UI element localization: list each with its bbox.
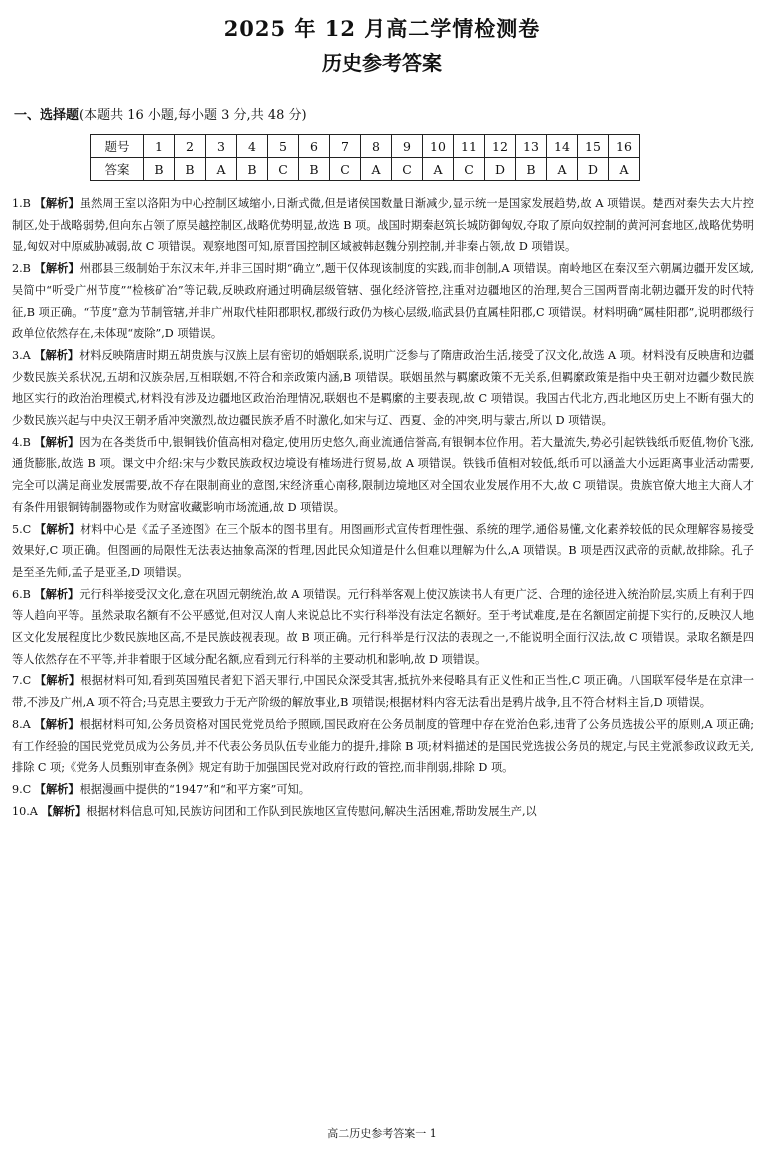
item-number: 6.B	[12, 587, 31, 601]
answer-table-number-row	[91, 135, 640, 158]
answer-cell: B	[299, 158, 330, 181]
explanation-item	[12, 345, 754, 432]
item-text: 根据漫画中提供的“1947”和“和平方案”可知。	[79, 782, 310, 796]
item-text: 根据材料可知,公务员资格对国民党党员给予照顾,国民政府在公务员制度的管理中存在党治色彩,违背了公务员选拔公平的原则,A 项正确;有工作经验的国民党党员成为公务员,并不代表公务员队伍专业能力的提升,排除 B 项;材料描述的是国民党选拔公务员的规定,与民主党派参政议政无关,排除 C 项;《党务人员甄别审查条例》规定有助于加强国民党对政府行政的管控,而非削弱,排除 D 项。	[12, 717, 754, 775]
question-number: 10	[423, 135, 454, 158]
item-number: 4.B	[12, 435, 31, 449]
answer-cell: D	[578, 158, 609, 181]
answer-cell: B	[516, 158, 547, 181]
analysis-tag: 【解析】	[34, 261, 80, 276]
answer-table	[90, 134, 640, 181]
analysis-tag: 【解析】	[34, 434, 80, 449]
analysis-tag: 【解析】	[34, 521, 81, 536]
answer-cell: B	[175, 158, 206, 181]
answer-cell: A	[361, 158, 392, 181]
explanation-list	[12, 193, 754, 822]
answer-cell: A	[547, 158, 578, 181]
item-number: 7.C	[12, 674, 32, 688]
answer-table-answer-row	[91, 158, 640, 181]
answer-cell: C	[330, 158, 361, 181]
analysis-tag: 【解析】	[41, 803, 87, 818]
question-number: 6	[299, 135, 330, 158]
section-label: 一、选择题	[14, 108, 80, 123]
analysis-tag: 【解析】	[34, 196, 80, 210]
page-footer: 高二历史参考答案一 1	[327, 1127, 437, 1140]
item-number: 1.B	[12, 197, 31, 210]
item-text: 元行科举接受汉文化,意在巩固元朝统治,故 A 项错误。元行科举客观上使汉族读书人有更广泛、合理的途径进入统治阶层,实质上有利于四等人趋向平等。虽然录取名额有不公平感觉,但对汉人南人来说总比不实行科举没有法定名额好。至于考试难度,是在名额固定前提下实行的,反映汉人地区文化发展程度比少数民族地区高,不是民族歧视表现。故 B 项正确。元行科举是行汉法的表现之一,不能说明全面行汉法,故 C 项错误。录取名额是四等人依然存在不平等,并非着眼于区域分配名额,应看到元行科举的主要动机和影响,故 D 项错误。	[12, 587, 754, 666]
answer-cell: A	[609, 158, 640, 181]
question-number: 5	[268, 135, 299, 158]
item-text: 根据材料信息可知,民族访问团和工作队到民族地区宣传慰问,解决生活困难,帮助发展生产,以	[86, 804, 537, 818]
explanation-item	[12, 779, 754, 801]
explanation-item	[12, 193, 754, 258]
item-number: 8.A	[12, 717, 31, 731]
question-number: 8	[361, 135, 392, 158]
page-subtitle: 历史参考答案	[322, 51, 442, 75]
answer-cell: A	[423, 158, 454, 181]
analysis-tag: 【解析】	[34, 673, 81, 688]
answer-cell: D	[485, 158, 516, 181]
question-number: 13	[516, 135, 547, 158]
item-number: 5.C	[12, 522, 32, 536]
question-number: 16	[609, 135, 640, 158]
explanation-item	[12, 670, 754, 713]
item-text: 根据材料可知,看到英国殖民者犯下滔天罪行,中国民众深受其害,抵抗外来侵略具有正义性和正当性,C 项正确。八国联军侵华是在京津一带,不涉及广州,A 项不符合;马克思主要致力于无产阶级的解放事业,B 项错误;根据材料内容无法看出是鸦片战争,且不符合材料主旨,D 项错误。	[12, 674, 754, 710]
question-number: 3	[206, 135, 237, 158]
item-number: 10.A	[12, 804, 38, 818]
answer-cell: B	[144, 158, 175, 181]
item-number: 2.B	[12, 262, 31, 276]
row-label-number: 题号	[91, 135, 144, 158]
section-note: (本题共 16 小题,每小题 3 分,共 48 分)	[79, 108, 307, 123]
explanation-item	[12, 432, 754, 519]
answer-cell: C	[392, 158, 423, 181]
item-text: 州郡县三级制始于东汉末年,并非三国时期“确立”,题干仅体现该制度的实践,而非创制,A 项错误。南岭地区在秦汉至六朝属边疆开发区域,吴简中“听受广州节度”“检核矿冶”等记载,反映政府通过明确层级管辖、强化经济管控,注重对边疆地区的治理,契合三国两晋南北朝边疆开发的时代特征,B 项正确。“节度”意为节制管辖,并非广州取代桂阳郡职权,郡级行政仍为核心层级,临武县仍直属桂阳郡,C 项错误。材料明确“属桂阳郡”,说明郡级行政单位依然存在,未体现“废除”,D 项错误。	[12, 262, 754, 341]
question-number: 12	[485, 135, 516, 158]
question-number: 4	[237, 135, 268, 158]
question-number: 14	[547, 135, 578, 158]
answer-cell: C	[268, 158, 299, 181]
explanation-item	[12, 258, 754, 345]
question-number: 9	[392, 135, 423, 158]
item-text: 因为在各类货币中,银铜钱价值高相对稳定,使用历史悠久,商业流通信誉高,有银铜本位作用。若大量流失,势必引起铁钱纸币贬值,物价飞涨,通货膨胀,故选 B 项。课文中介绍:宋与少数民族政权边境设有榷场进行贸易,故 A 项错误。铁钱币值相对较低,纸币可以涵盖大小远距离事业活动需要,完全可以满足商业发展需要,故不存在限制商业的意图,宋经济重心南移,限制边境地区对全国农业发展作用不大,故 C 项错误。贵族官僚大地主大商人才有条件用银铜铸制器物或作为财富收藏影响市场流通,故 D 项错误。	[12, 435, 754, 514]
question-number: 2	[175, 135, 206, 158]
item-text: 虽然周王室以洛阳为中心控制区域缩小,日渐式微,但是诸侯国数量日渐减少,显示统一是国家发展趋势,故 A 项错误。楚西对秦失去大片控制区,处于战略弱势,但向东占领了原吴越控制区,战略优势明显,故选 B 项。战国时期秦赵筑长城防御匈奴,夺取了原向奴控制的黄河河套地区,战略优势明显,匈奴对中原威胁减弱,故 C 项错误。观察地图可知,原晋国控制区域被韩赵魏分别控制,并非秦占领,故 D 项错误。	[12, 197, 754, 254]
answer-cell: B	[237, 158, 268, 181]
item-number: 3.A	[12, 348, 31, 362]
question-number: 7	[330, 135, 361, 158]
explanation-item	[12, 584, 754, 671]
page-title: 2025 年 12 月高二学情检测卷	[223, 16, 541, 41]
analysis-tag: 【解析】	[34, 781, 80, 796]
answer-cell: C	[454, 158, 485, 181]
explanation-item	[12, 801, 754, 823]
row-label-answer: 答案	[91, 158, 144, 181]
item-text: 材料中心是《孟子圣迹图》在三个版本的图书里有。用图画形式宣传哲理性强、系统的理学,通俗易懂,文化素养较低的民众理解容易接受效果好,C 项正确。但图画的局限性无法表达抽象高深的哲理,因此民众知道是什么但难以理解为什么,A 项错误。B 项是西汉武帝的贡献,故排除。孔子是至圣先师,孟子是亚圣,D 项错误。	[12, 522, 754, 579]
explanation-item	[12, 714, 754, 779]
item-number: 9.C	[12, 782, 32, 796]
analysis-tag: 【解析】	[34, 347, 80, 362]
section-heading	[14, 107, 307, 125]
explanation-item	[12, 519, 754, 584]
item-text: 材料反映隋唐时期五胡贵族与汉族上层有密切的婚姻联系,说明广泛参与了隋唐政治生活,接受了汉文化,故选 A 项。材料没有反映唐和边疆少数民族关系状况,五胡和汉族杂居,互相联姻,不符合和亲政策内涵,B 项错误。联姻虽然与羁縻政策不无关系,但羁縻政策是指中央王朝对边疆少数民族地区实行的政治治理模式,材料没有涉及边疆地区政治治理情况,联姻也不是羁縻的主要表现,故 C 项错误。我国古代北方,西北地区历史上不断有强大的少数民族兴起与中央汉王朝矛盾冲突激烈,故边疆民族矛盾不时激化,如宋与辽、西夏、金的冲突,明与蒙古,所以 D 项错误。	[12, 348, 754, 428]
question-number: 11	[454, 135, 485, 158]
answer-cell: A	[206, 158, 237, 181]
question-number: 1	[144, 135, 175, 158]
question-number: 15	[578, 135, 609, 158]
analysis-tag: 【解析】	[34, 716, 80, 731]
analysis-tag: 【解析】	[34, 586, 80, 601]
